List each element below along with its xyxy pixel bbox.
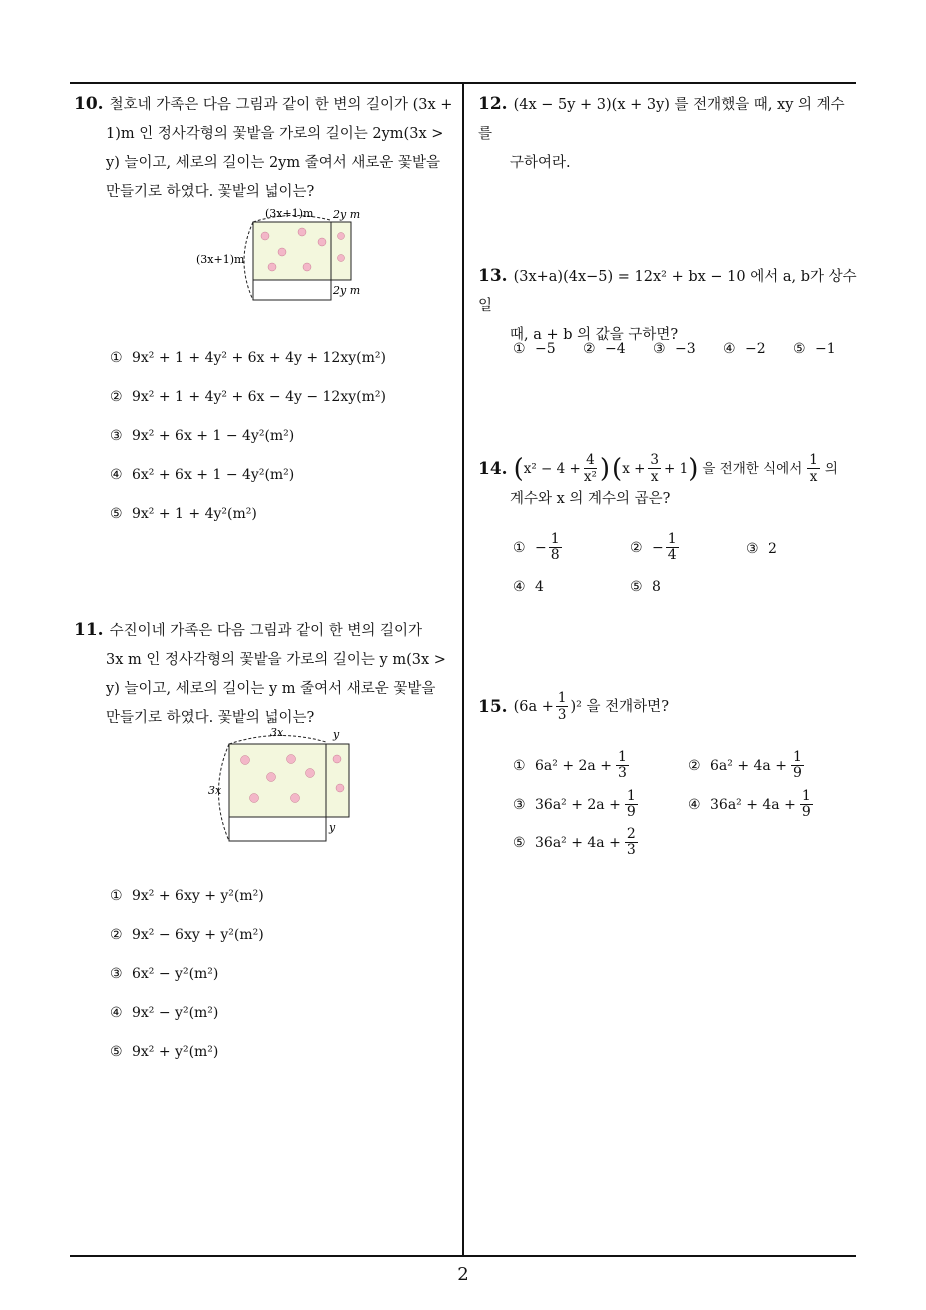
page-number: 2 <box>457 1264 469 1285</box>
fig-label-top: (3x+1)m <box>265 207 314 220</box>
removed-strip <box>253 280 331 300</box>
option-3[interactable]: ③ 9x² + 6x + 1 − 4y²(m²) <box>110 428 295 444</box>
fig-label-right-bottom: y <box>329 821 336 834</box>
fig-label-left: 3x <box>208 784 222 797</box>
question-text-line: 계수와 x 의 계수의 곱은? <box>510 491 671 507</box>
question-text-line: 구하여라. <box>510 155 571 171</box>
option-5[interactable]: ⑤ 36a² + 4a + $\frac{2}{3}$ <box>513 826 636 858</box>
fraction: 1 x <box>809 452 818 485</box>
column-divider <box>462 82 464 1257</box>
question-text-line: (4x − 5y + 3)(x + 3y) 를 전개했을 때, xy 의 계수를 <box>478 97 845 142</box>
option-1[interactable]: ① 9x² + 1 + 4y² + 6x + 4y + 12xy(m²) <box>110 350 386 366</box>
question-text-line: y) 늘이고, 세로의 길이는 y m 줄여서 새로운 꽃밭을 <box>106 681 436 697</box>
option-4[interactable]: ④ −2 <box>723 341 766 357</box>
option-5[interactable]: ⑤ −1 <box>793 341 836 357</box>
option-3[interactable]: ③ 36a² + 2a + $\frac{1}{9}$ <box>513 788 636 820</box>
question-number: 14. <box>478 458 508 479</box>
question-14: 14. ( x² − 4 + $\frac{4}{\text{x²}}$ ) ( x + $\frac{3}{x}$ + 1 ) 을 전개한 식에서 1 x 의 계수와 x 의 계수의 곱은? <box>478 452 862 514</box>
question-text-line: 수진이네 가족은 다음 그림과 같이 한 변의 길이가 <box>109 623 422 639</box>
question-text-line: 때, a + b 의 값을 구하면? <box>510 327 679 343</box>
q10-flowerbed-figure <box>190 200 380 310</box>
question-text-line: (3x+a)(4x−5) = 12x² + bx − 10 에서 a, b가 상수일 <box>478 269 857 314</box>
removed-strip <box>229 817 326 841</box>
option-3[interactable]: ③ 6x² − y²(m²) <box>110 966 219 982</box>
option-4[interactable]: ④ 6x² + 6x + 1 − 4y²(m²) <box>110 467 295 483</box>
question-number: 10. <box>74 94 104 114</box>
question-text-line: 철호네 가족은 다음 그림과 같이 한 변의 길이가 (3x + <box>109 97 453 113</box>
question-11 <box>74 616 459 733</box>
option-5[interactable]: ⑤ 9x² + 1 + 4y²(m²) <box>110 506 257 522</box>
q11-flowerbed-figure <box>200 724 370 848</box>
question-number: 15. <box>478 696 508 717</box>
left-dimension-arc <box>244 222 253 300</box>
fig-label-right-top: 2y m <box>333 208 361 221</box>
option-3[interactable]: ③ 2 <box>746 541 777 557</box>
option-1[interactable]: ① −5 <box>513 341 556 357</box>
fig-label-right-top: y <box>333 728 340 741</box>
question-text-line: y) 늘이고, 세로의 길이는 2ym 줄여서 새로운 꽃밭을 <box>106 155 441 171</box>
option-1[interactable]: ① − $\frac{1}{8}$ <box>513 531 560 563</box>
fraction: $\frac{4}{\text{x²}}$ <box>583 452 597 485</box>
fig-label-left: (3x+1)m <box>196 253 245 266</box>
option-2[interactable]: ② −4 <box>583 341 626 357</box>
question-text-line: 만들기로 하였다. 꽃밭의 넓이는? <box>106 710 315 726</box>
option-5[interactable]: ⑤ 9x² + y²(m²) <box>110 1044 219 1060</box>
bottom-rule <box>70 1255 856 1257</box>
option-5[interactable]: ⑤ 8 <box>630 579 661 595</box>
fig-label-right-bottom: 2y m <box>333 284 361 297</box>
question-number: 13. <box>478 266 508 286</box>
question-text-line: 3x m 인 정사각형의 꽃밭을 가로의 길이는 y m(3x > <box>106 652 446 668</box>
question-12 <box>478 90 858 178</box>
option-2[interactable]: ② − $\frac{1}{4}$ <box>630 531 677 563</box>
option-4[interactable]: ④ 9x² − y²(m²) <box>110 1005 219 1021</box>
option-2[interactable]: ② 9x² + 1 + 4y² + 6x − 4y − 12xy(m²) <box>110 389 386 405</box>
option-4[interactable]: ④ 4 <box>513 579 544 595</box>
option-4[interactable]: ④ 36a² + 4a + $\frac{1}{9}$ <box>688 788 811 820</box>
option-2[interactable]: ② 9x² − 6xy + y²(m²) <box>110 927 264 943</box>
question-text-line: 1)m 인 정사각형의 꽃밭을 가로의 길이는 2ym(3x > <box>106 126 444 142</box>
question-10 <box>74 90 459 207</box>
question-number: 11. <box>74 620 104 640</box>
question-15: 15. (6a + $\frac{1}{3}$ )² 을 전개하면? <box>478 690 669 723</box>
fraction: $\frac{1}{3}$ <box>557 690 567 723</box>
question-13 <box>478 262 858 350</box>
question-number: 12. <box>478 94 508 114</box>
fraction: $\frac{3}{x}$ <box>650 452 660 485</box>
option-2[interactable]: ② 6a² + 4a + $\frac{1}{9}$ <box>688 749 802 781</box>
option-1[interactable]: ① 6a² + 2a + $\frac{1}{3}$ <box>513 749 627 781</box>
question-text-line: 만들기로 하였다. 꽃밭의 넓이는? <box>106 184 315 200</box>
option-1[interactable]: ① 9x² + 6xy + y²(m²) <box>110 888 264 904</box>
fig-label-top: 3x <box>270 726 284 739</box>
option-3[interactable]: ③ −3 <box>653 341 696 357</box>
